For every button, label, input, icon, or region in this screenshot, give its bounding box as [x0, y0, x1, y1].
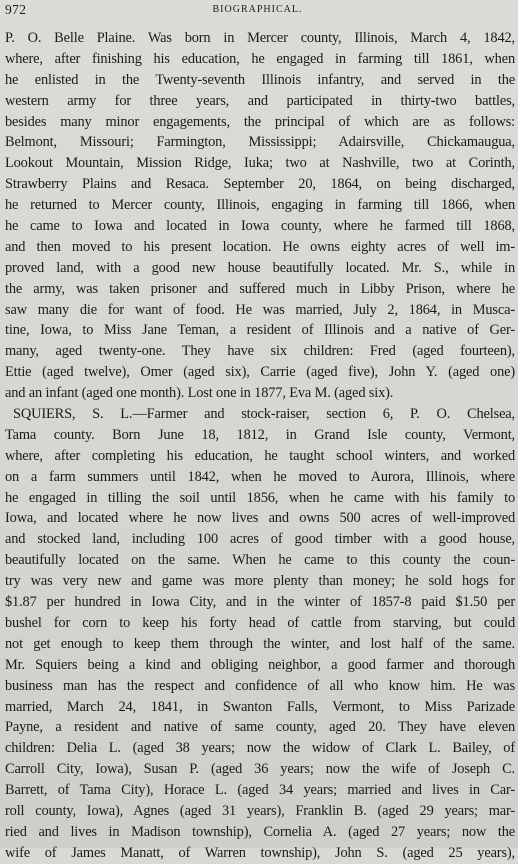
text-line: Barrett, of Tama City), Horace L. (aged 34 years; married and lives in Car-: [5, 782, 515, 799]
text-line: wife of James Manatt, of Warren township), John S. (aged 25 years),: [5, 844, 515, 861]
text-line: children: Delia L. (aged 38 years; now the widow of Clark L. Bailey, of: [5, 740, 515, 757]
text-line: and then moved to his present location. He owns eighty acres of well im-: [5, 238, 515, 255]
text-line: and an infant (aged one month). Lost one in 1877, Eva M. (aged six).: [5, 385, 394, 402]
text-line: he engaged in tilling the soil until 1856, when he came with his family to: [5, 489, 515, 506]
text-line: tine, Iowa, to Miss Jane Teman, a resident of Illinois and a native of Ger-: [5, 322, 515, 339]
text-line: besides many minor engagements, the principal of which are as follows:: [5, 113, 515, 130]
text-line: business man has the respect and confidence of all who know him. He was: [5, 677, 515, 694]
text-line: Strawberry Plains and Resaca. September 20, 1864, on being discharged,: [5, 176, 515, 193]
text-line: he enlisted in the Twenty-seventh Illinois infantry, and served in the: [5, 71, 515, 88]
text-line: many, aged twenty-one. They have six children: Fred (aged fourteen),: [5, 343, 515, 360]
running-head: BIOGRAPHICAL.: [212, 4, 303, 15]
text-line: where, after completing his education, he taught school winters, and worked: [5, 447, 515, 464]
text-line: bushel for corn to keep his forty head of cattle from starving, but could: [5, 614, 515, 631]
text-line: roll county, Iowa), Agnes (aged 31 years), Franklin B. (aged 29 years; mar-: [5, 802, 515, 819]
text-line: not get enough to keep them through the winter, and lost half of the same.: [5, 635, 515, 652]
text-line: Iowa, and located where he now lives and owns 500 acres of well-improved: [5, 510, 515, 527]
text-line: proved land, with a good new house beautifully located. Mr. S., while in: [5, 259, 515, 276]
text-line: Mr. Squiers being a kind and obliging neighbor, a good farmer and thorough: [5, 656, 515, 673]
page-number: 972: [5, 2, 27, 17]
page-body-text: [5, 28, 515, 864]
text-line: he came to Iowa and located in Iowa county, where he farmed till 1868,: [5, 218, 515, 235]
text-line: where, after finishing his education, he engaged in farming till 1861, when: [5, 50, 515, 67]
text-line: try was very new and game was more plenty than money; he sold hogs for: [5, 573, 515, 590]
text-line: and stocked land, including 100 acres of good timber with a good house,: [5, 531, 515, 548]
text-line: beautifully located on the same. When he came to this county the coun-: [5, 552, 515, 569]
text-line: the army, was taken prisoner and suffered much in Libby Prison, where he: [5, 280, 515, 297]
page-header: [5, 2, 510, 20]
text-line: Payne, a resident and native of same county, aged 20. They have eleven: [5, 719, 515, 736]
text-line: Belmont, Missouri; Farmington, Mississippi; Adairsville, Chickamaugua,: [5, 134, 515, 151]
text-line: married, March 24, 1841, in Swanton Falls, Vermont, to Miss Parizade: [5, 698, 515, 715]
text-line: ried and lives in Madison township), Cornelia A. (aged 27 years; now the: [5, 823, 515, 840]
text-line: $1.87 per hundred in Iowa City, and in the winter of 1857-8 paid $1.50 per: [5, 594, 515, 611]
text-line: on a farm summers until 1842, when he moved to Aurora, Illinois, where: [5, 468, 515, 485]
text-line: saw many die for want of food. He was married, July 2, 1864, in Musca-: [5, 301, 515, 318]
text-line: western army for three years, and participated in thirty-two battles,: [5, 92, 515, 109]
text-line: Lookout Mountain, Mission Ridge, Iuka; two at Nashville, two at Corinth,: [5, 155, 515, 172]
text-line: he returned to Mercer county, Illinois, engaging in farming till 1866, when: [5, 197, 515, 214]
text-line: Tama county. Born June 18, 1812, in Grand Isle county, Vermont,: [5, 426, 515, 443]
text-line: Carroll City, Iowa), Susan P. (aged 36 years; now the wife of Joseph C.: [5, 761, 515, 778]
text-line: Ettie (aged twelve), Omer (aged six), Carrie (aged five), John Y. (aged one): [5, 364, 515, 381]
text-line: P. O. Belle Plaine. Was born in Mercer county, Illinois, March 4, 1842,: [5, 30, 515, 46]
text-line: SQUIERS, S. L.—Farmer and stock-raiser, section 6, P. O. Chelsea,: [13, 406, 515, 423]
